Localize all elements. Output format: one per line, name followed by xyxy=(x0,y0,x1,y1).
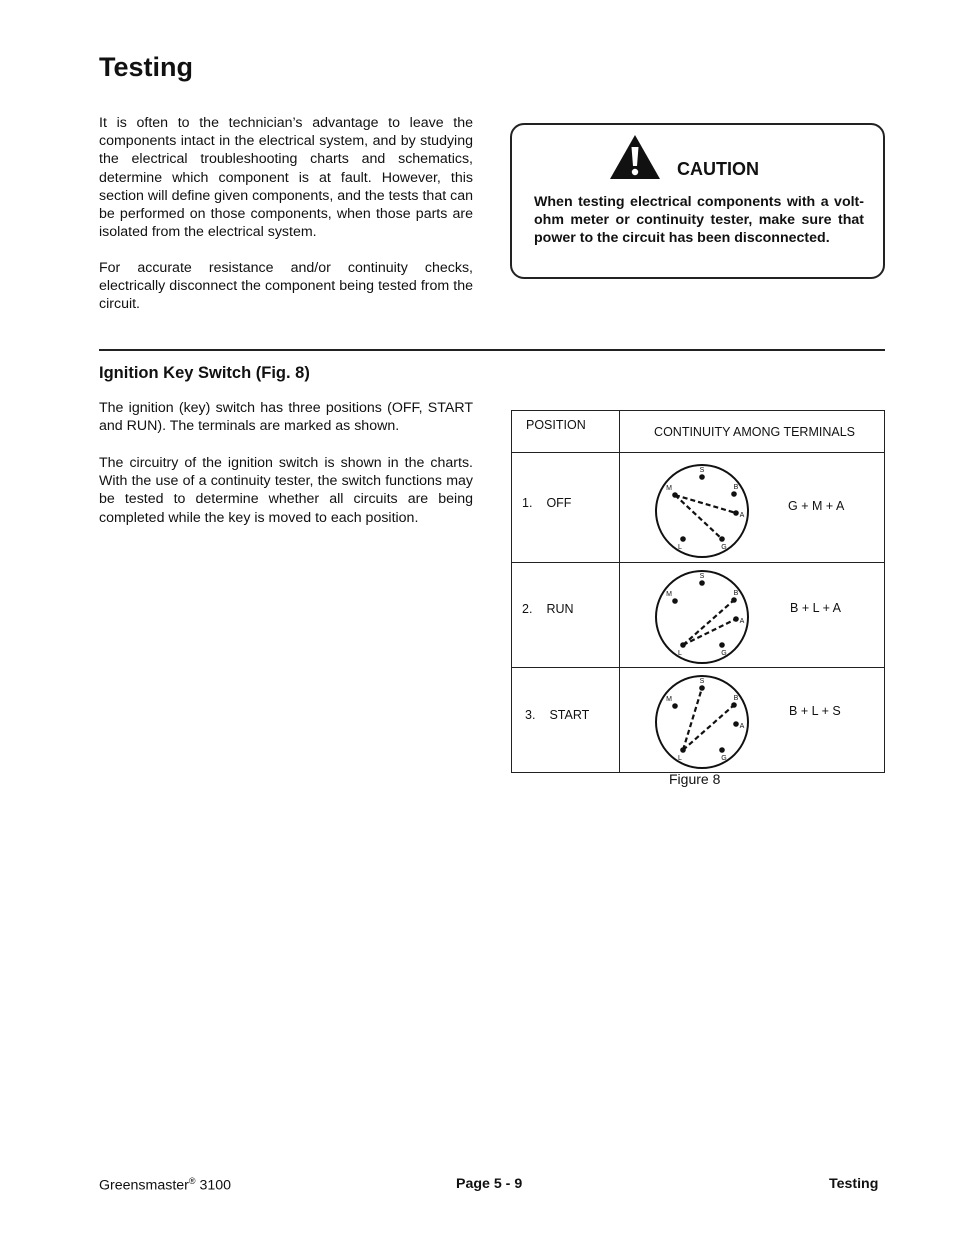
position-number: 3. xyxy=(525,708,536,722)
terminal-S xyxy=(699,474,705,480)
terminal-label-S: S xyxy=(699,466,705,474)
terminal-S xyxy=(699,580,705,586)
terminal-L xyxy=(680,747,686,753)
terminal-label-A: A xyxy=(739,617,745,625)
terminal-M xyxy=(672,703,678,709)
position-number: 1. xyxy=(522,495,533,510)
terminal-L xyxy=(680,536,686,542)
continuity-cell xyxy=(620,668,885,773)
terminal-M xyxy=(672,598,678,604)
terminal-S xyxy=(699,685,705,691)
continuity-link-L-S xyxy=(683,688,702,750)
intro-paragraph: For accurate resistance and/or continuity checks, electrically disconnect the component being tested from the circuit. xyxy=(99,260,473,313)
footer-page-number: Page 5 - 9 xyxy=(456,1176,523,1192)
continuity-terminals: B + L + S xyxy=(789,704,841,718)
position-number: 2. xyxy=(522,602,533,616)
terminal-B xyxy=(731,702,737,708)
terminal-label-S: S xyxy=(699,572,705,580)
terminal-label-M: M xyxy=(666,695,672,703)
terminal-B xyxy=(731,597,737,603)
switch-diagram-start xyxy=(652,672,752,772)
switch-diagram-off xyxy=(652,461,752,561)
continuity-cell xyxy=(620,453,885,563)
continuity-cell xyxy=(620,563,885,668)
terminal-label-B: B xyxy=(733,483,739,491)
position-name: START xyxy=(549,708,590,722)
table-row xyxy=(512,563,885,668)
continuity-link-L-B xyxy=(683,600,734,645)
intro-paragraph: It is often to the technician’s advantage to leave the components intact in the electrical system, and by studying the electrical troubleshooting charts and schematics, determine which component is at fault. However, this section will define given components, and the tests that can be performed on those components, when those parts are isolated from the electrical system. xyxy=(99,115,473,241)
warning-triangle-icon xyxy=(608,133,662,181)
position-cell xyxy=(512,668,620,773)
terminal-M xyxy=(672,492,678,498)
section-heading: Ignition Key Switch (Fig. 8) xyxy=(99,364,310,382)
position-cell xyxy=(512,453,620,563)
terminal-label-B: B xyxy=(733,694,739,702)
footer-product: Greensmaster® 3100 xyxy=(99,1176,232,1194)
switch-diagram-run xyxy=(652,567,752,667)
terminal-label-M: M xyxy=(666,484,672,492)
terminal-label-B: B xyxy=(733,589,739,597)
header-position: POSITION xyxy=(512,411,620,453)
terminal-label-L: L xyxy=(678,543,682,551)
terminal-G xyxy=(719,747,725,753)
position-name: OFF xyxy=(546,495,572,510)
table-row xyxy=(512,453,885,563)
terminal-G xyxy=(719,536,725,542)
table-header-row xyxy=(512,411,885,453)
terminal-label-A: A xyxy=(739,511,745,519)
terminal-label-M: M xyxy=(666,590,672,598)
continuity-link-L-B xyxy=(683,705,734,750)
terminal-A xyxy=(733,510,739,516)
caution-title: CAUTION xyxy=(677,159,759,179)
terminal-label-G: G xyxy=(721,543,727,551)
footer-section: Testing xyxy=(829,1176,879,1192)
position-cell xyxy=(512,563,620,668)
terminal-A xyxy=(733,616,739,622)
page-title: Testing xyxy=(99,52,193,82)
terminal-L xyxy=(680,642,686,648)
table-row xyxy=(512,668,885,773)
terminal-label-G: G xyxy=(721,649,727,657)
terminal-label-A: A xyxy=(739,722,745,730)
continuity-terminals: B + L + A xyxy=(790,601,842,615)
terminal-G xyxy=(719,642,725,648)
terminal-label-G: G xyxy=(721,754,727,762)
continuity-terminals: G + M + A xyxy=(788,499,845,513)
header-continuity: CONTINUITY AMONG TERMINALS xyxy=(620,411,885,453)
figure-caption: Figure 8 xyxy=(669,771,721,787)
caution-box xyxy=(510,123,885,279)
section-divider xyxy=(99,349,885,351)
terminal-A xyxy=(733,721,739,727)
terminal-label-L: L xyxy=(678,649,682,657)
terminal-B xyxy=(731,491,737,497)
position-name: RUN xyxy=(546,602,574,616)
terminal-label-L: L xyxy=(678,754,682,762)
section-paragraph: The circuitry of the ignition switch is shown in the charts. With the use of a continuity tester, the switch functions may be tested to determine whether all circuits are being completed while the key is moved to each position. xyxy=(99,455,473,526)
section-paragraph: The ignition (key) switch has three positions (OFF, START and RUN). The terminals are marked as shown. xyxy=(99,400,473,435)
caution-text: When testing electrical components with a volt-ohm meter or continuity tester, make sure that power to the circuit has been disconnected. xyxy=(534,194,864,247)
continuity-table xyxy=(511,410,885,773)
terminal-label-S: S xyxy=(699,677,705,685)
